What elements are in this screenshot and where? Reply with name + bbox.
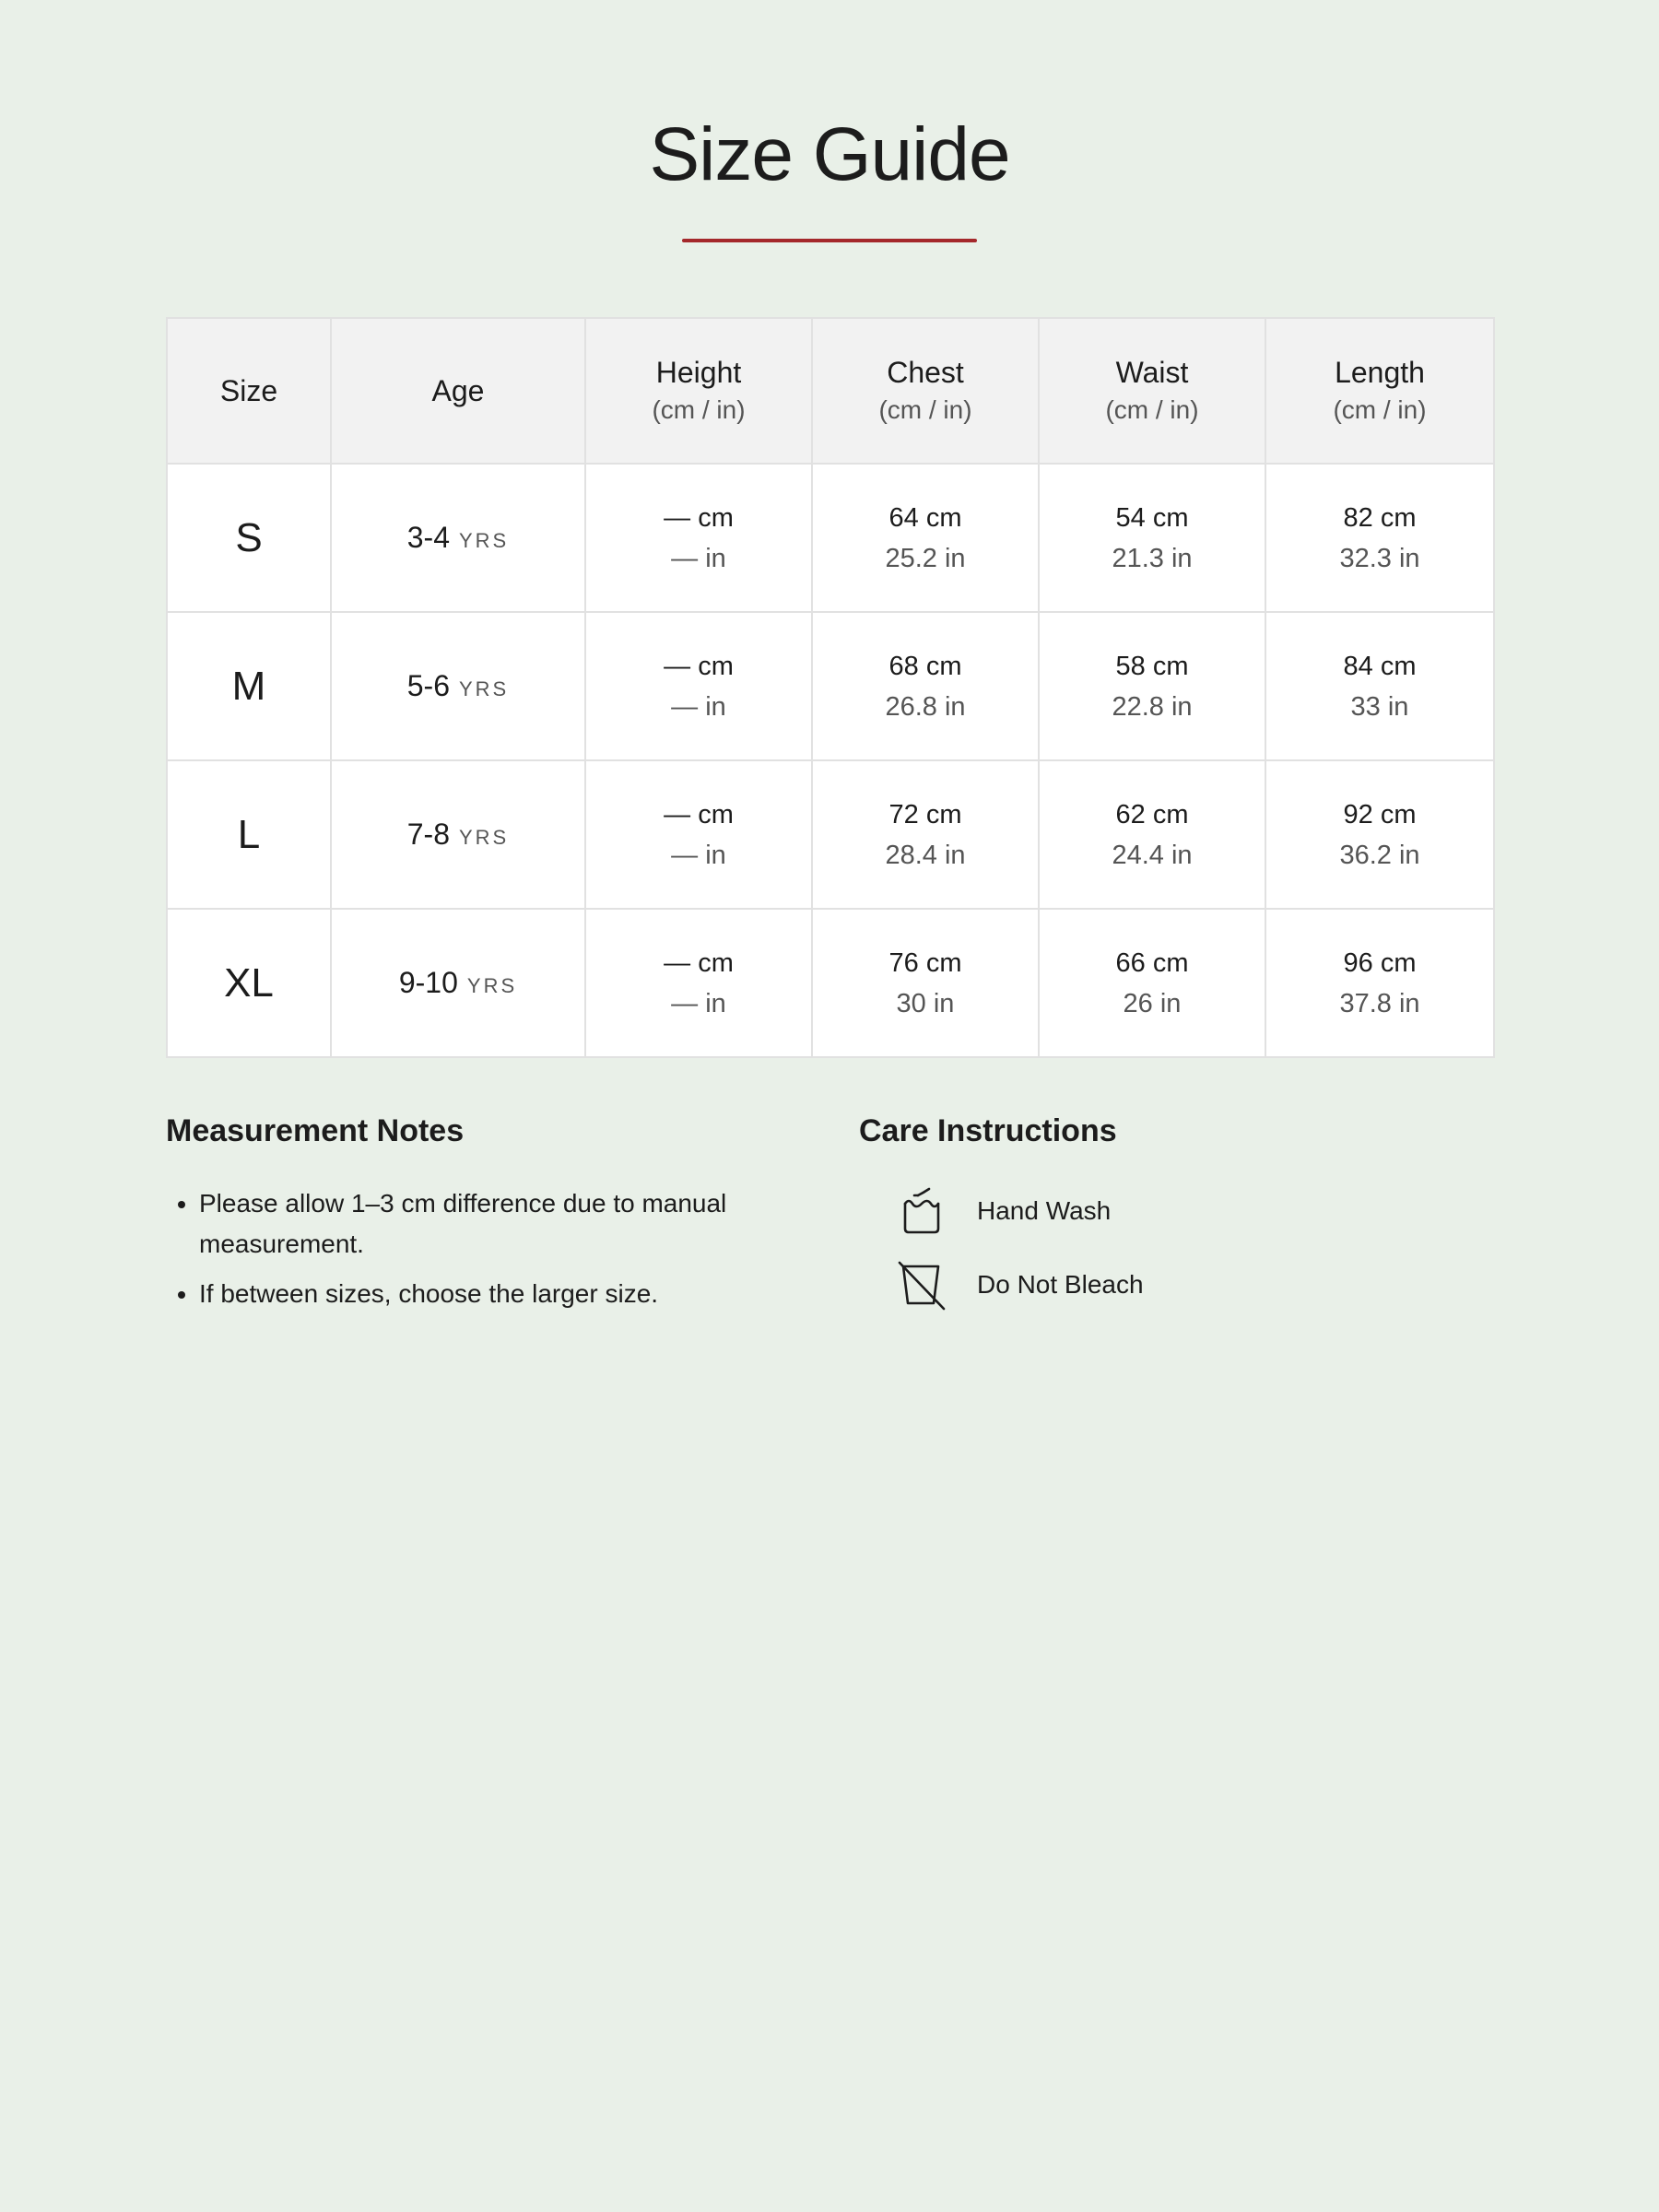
length-cell <box>1265 612 1494 760</box>
age-cell <box>331 464 585 612</box>
chest-cm: 68 cm <box>888 651 962 681</box>
length-in: 37.8 in <box>1339 988 1420 1018</box>
waist-cell <box>1039 464 1265 612</box>
waist-cm: 54 cm <box>1115 502 1189 533</box>
column-header-label: Length <box>1335 356 1425 389</box>
waist-in: 21.3 in <box>1112 543 1193 573</box>
size-cell <box>167 760 331 909</box>
age-unit: YRS <box>459 826 510 849</box>
care-item-label: Do Not Bleach <box>977 1270 1144 1299</box>
length-in: 36.2 in <box>1339 840 1420 870</box>
chest-in: 28.4 in <box>885 840 966 870</box>
length-cm: 82 cm <box>1343 502 1417 533</box>
length-in: 33 in <box>1350 691 1409 722</box>
waist-cell <box>1039 612 1265 760</box>
care-instructions-heading: Care Instructions <box>859 1113 1117 1148</box>
care-item-hand-wash <box>896 1185 1144 1237</box>
waist-in: 24.4 in <box>1112 840 1193 870</box>
waist-in: 22.8 in <box>1112 691 1193 722</box>
size-label: XL <box>224 959 274 1006</box>
age-cell <box>331 909 585 1057</box>
age-cell <box>331 612 585 760</box>
chest-cm: 76 cm <box>888 947 962 978</box>
table-row <box>167 909 1494 1057</box>
chest-in: 26.8 in <box>885 691 966 722</box>
size-table <box>166 317 1495 1058</box>
table-row <box>167 464 1494 612</box>
column-header-unit: (cm / in) <box>1105 395 1199 424</box>
chest-in: 25.2 in <box>885 543 966 573</box>
height-cm: — cm <box>664 502 734 533</box>
measurement-notes-heading: Measurement Notes <box>166 1113 465 1148</box>
care-item-label: Hand Wash <box>977 1196 1112 1225</box>
column-header-label: Size <box>219 374 278 407</box>
size-cell <box>167 909 331 1057</box>
chest-cm: 64 cm <box>888 502 962 533</box>
chest-cell <box>812 612 1039 760</box>
age-value: 9-10 <box>398 966 458 999</box>
age-unit: YRS <box>459 677 510 700</box>
length-cell <box>1265 909 1494 1057</box>
column-header-waist <box>1039 318 1265 464</box>
height-cm: — cm <box>664 651 734 681</box>
size-cell <box>167 612 331 760</box>
care-instructions-list <box>896 1185 1144 1333</box>
chest-cm: 72 cm <box>888 799 962 830</box>
column-header-age <box>331 318 585 464</box>
waist-cm: 58 cm <box>1115 651 1189 681</box>
do-not-bleach-icon <box>896 1259 947 1311</box>
table-row <box>167 760 1494 909</box>
age-cell <box>331 760 585 909</box>
care-item-do-not-bleach <box>896 1259 1144 1311</box>
title-underline <box>682 239 977 242</box>
chest-cell <box>812 760 1039 909</box>
column-header-label: Age <box>431 374 485 407</box>
height-cell <box>585 612 812 760</box>
column-header-unit: (cm / in) <box>652 395 746 424</box>
height-in: — in <box>671 988 726 1018</box>
column-header-label: Waist <box>1115 356 1189 389</box>
height-cell <box>585 760 812 909</box>
waist-cell <box>1039 909 1265 1057</box>
table-row <box>167 612 1494 760</box>
size-label: M <box>231 663 266 709</box>
length-cell <box>1265 760 1494 909</box>
chest-in: 30 in <box>896 988 955 1018</box>
column-header-unit: (cm / in) <box>878 395 972 424</box>
chest-cell <box>812 909 1039 1057</box>
height-cell <box>585 909 812 1057</box>
column-header-unit: (cm / in) <box>1333 395 1427 424</box>
height-in: — in <box>671 691 726 722</box>
waist-cm: 62 cm <box>1115 799 1189 830</box>
length-in: 32.3 in <box>1339 543 1420 573</box>
size-label: S <box>235 514 263 560</box>
waist-in: 26 in <box>1123 988 1182 1018</box>
column-header-size <box>167 318 331 464</box>
page-title: Size Guide <box>649 112 1010 196</box>
height-cm: — cm <box>664 947 734 978</box>
waist-cm: 66 cm <box>1115 947 1189 978</box>
waist-cell <box>1039 760 1265 909</box>
length-cm: 96 cm <box>1343 947 1417 978</box>
height-cm: — cm <box>664 799 734 830</box>
column-header-label: Height <box>655 356 742 389</box>
length-cm: 92 cm <box>1343 799 1417 830</box>
hand-wash-icon <box>896 1185 947 1237</box>
height-cell <box>585 464 812 612</box>
table-header-row <box>167 318 1494 464</box>
column-header-label: Chest <box>887 356 964 389</box>
column-header-chest <box>812 318 1039 464</box>
measurement-notes-list <box>166 1183 844 1324</box>
height-in: — in <box>671 840 726 870</box>
list-item: • Please allow 1–3 cm difference due to manual measurement. <box>199 1183 844 1265</box>
age-value: 7-8 <box>406 818 450 851</box>
age-value: 5-6 <box>406 669 450 702</box>
length-cell <box>1265 464 1494 612</box>
height-in: — in <box>671 543 726 573</box>
age-value: 3-4 <box>406 521 450 554</box>
list-item: • If between sizes, choose the larger size. <box>199 1274 844 1314</box>
age-unit: YRS <box>466 974 518 997</box>
size-label: L <box>237 811 261 857</box>
chest-cell <box>812 464 1039 612</box>
size-cell <box>167 464 331 612</box>
age-unit: YRS <box>459 529 510 552</box>
length-cm: 84 cm <box>1343 651 1417 681</box>
column-header-height <box>585 318 812 464</box>
column-header-length <box>1265 318 1494 464</box>
